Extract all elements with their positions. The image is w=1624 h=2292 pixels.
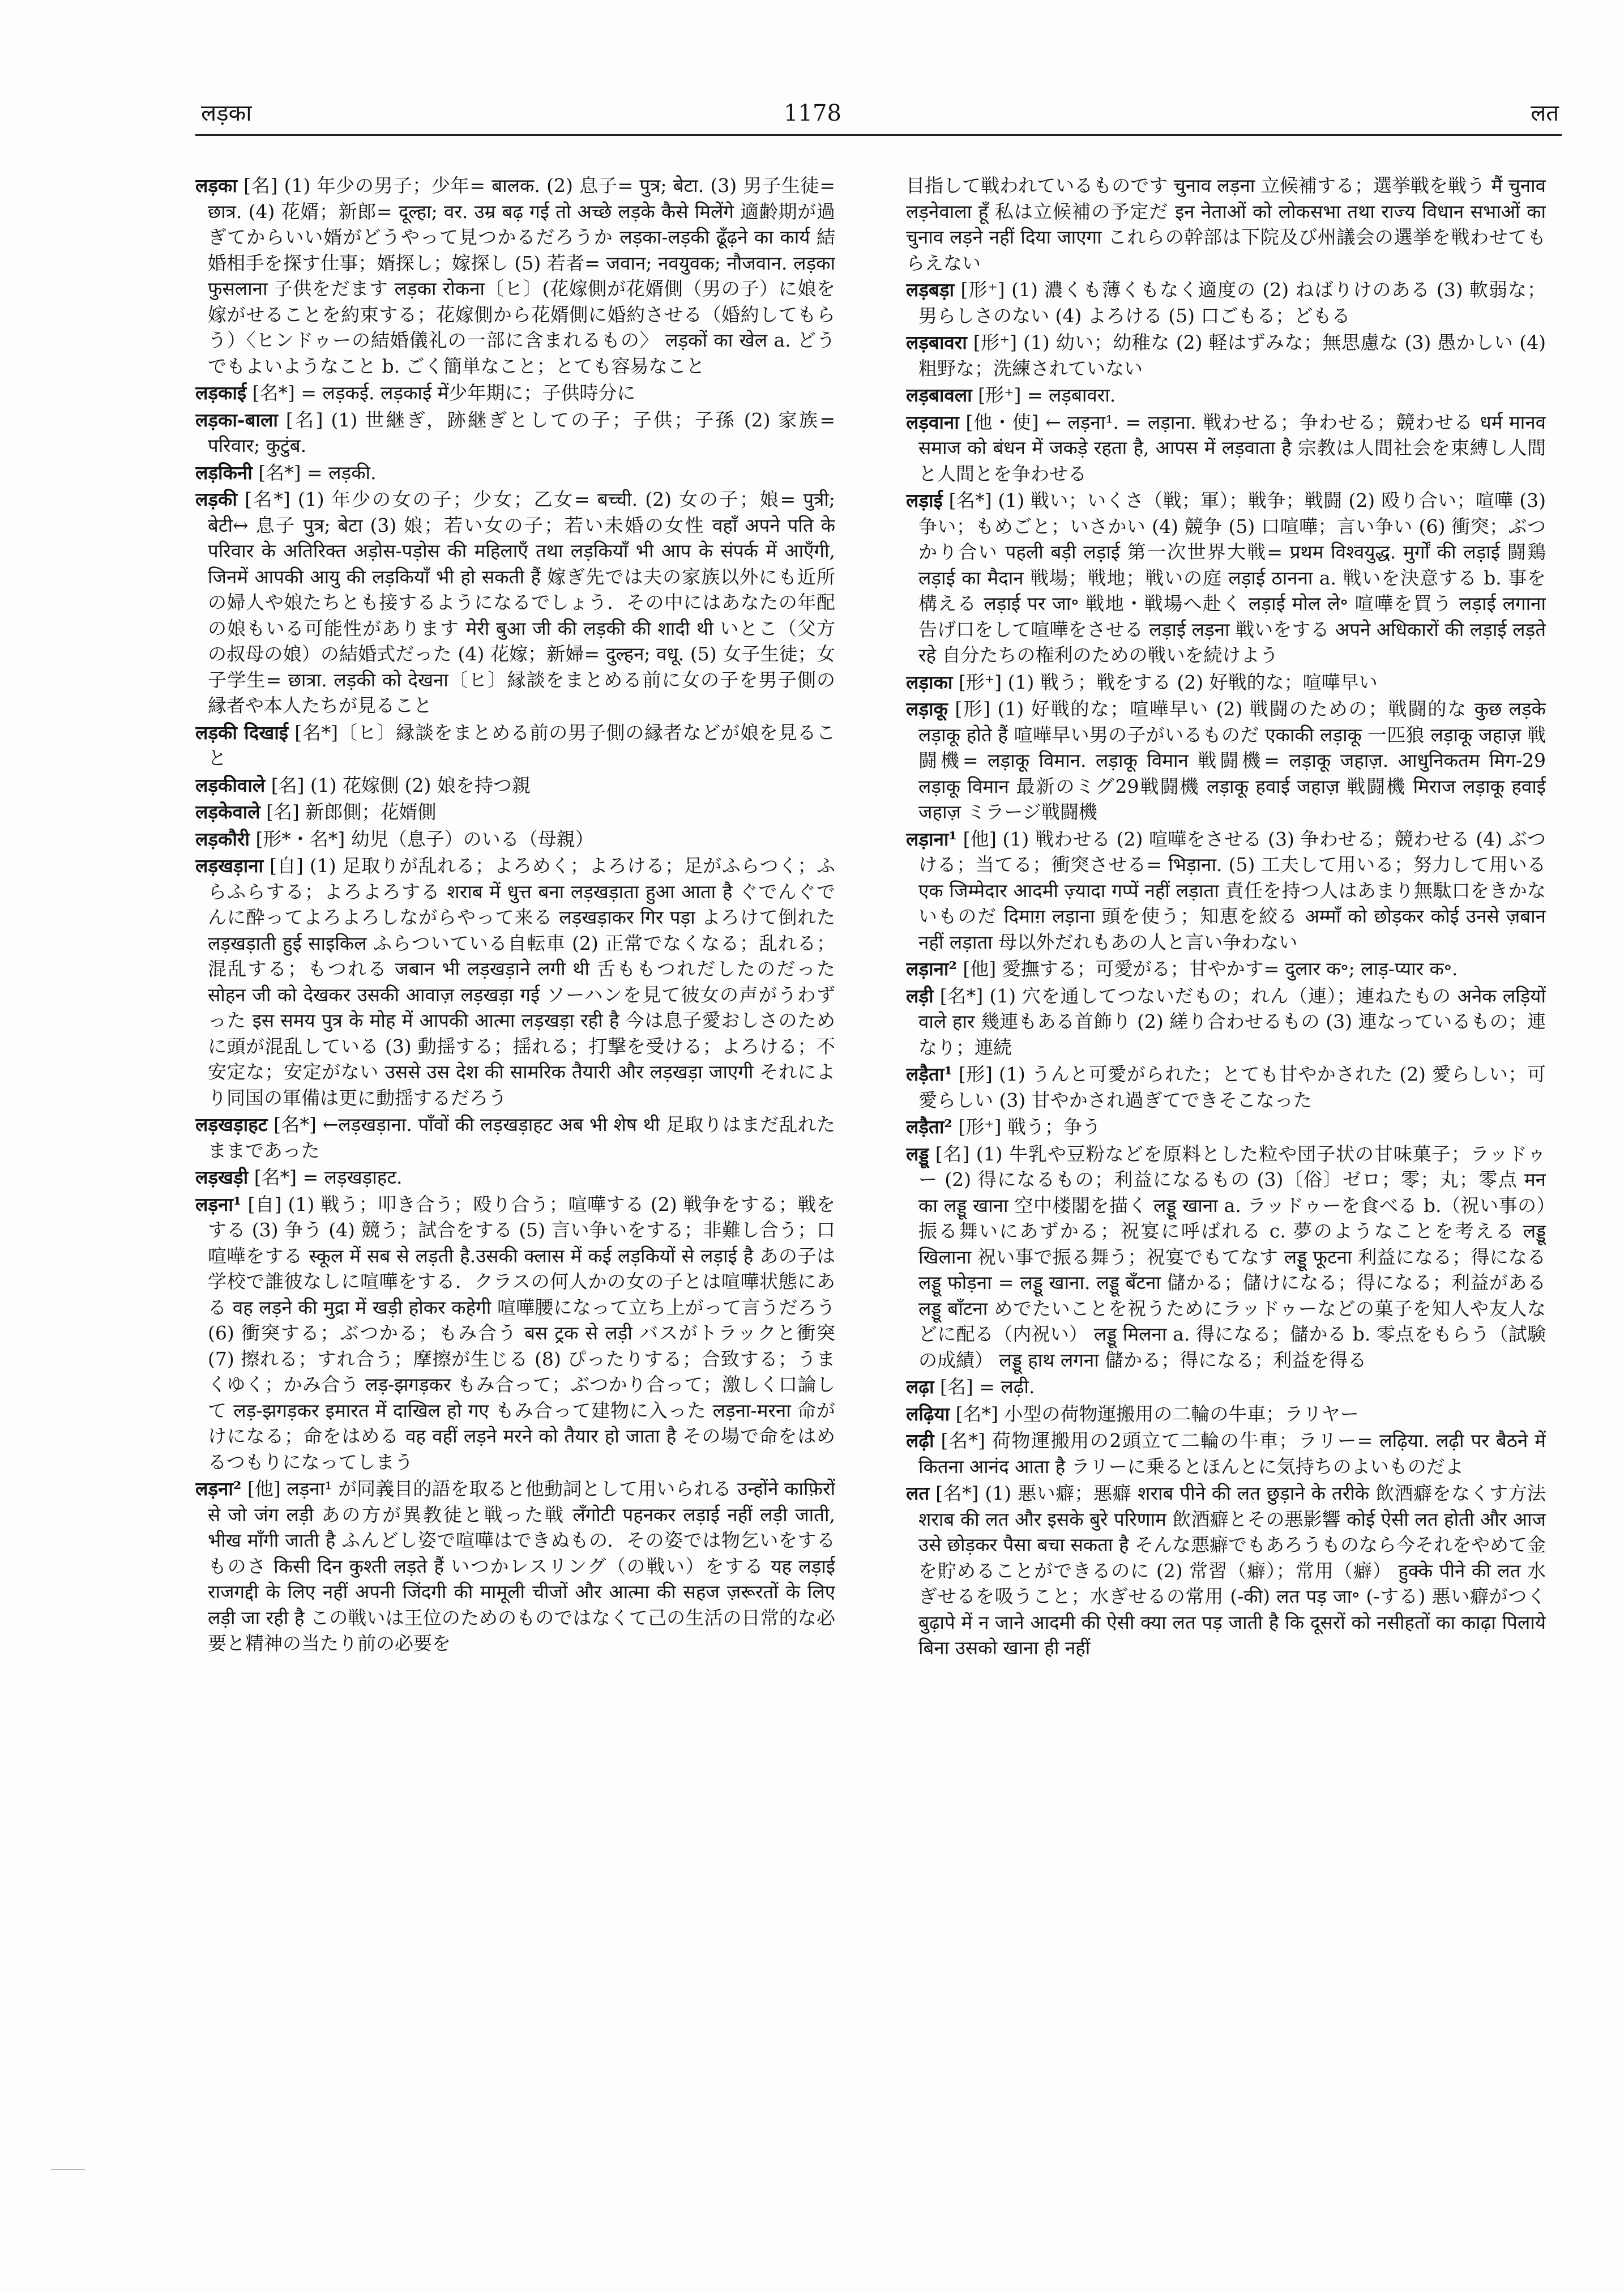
headword: लढ़ा bbox=[906, 1376, 934, 1398]
entry-definition: [形*・名*] 幼児（息子）のいる（母親） bbox=[249, 827, 594, 850]
dictionary-entry bbox=[906, 330, 1546, 381]
entry-definition: 目指して戦われているものです चुनाव लड़ना 立候補する；選挙戦を戦う मैं चुनाव लड़नेवाला हूँ 私は立候補の予定だ इन नेताओं को लोकसभा तथा राज्य विधान सभाओं का चुनाव लड़ने नहीं दिया जाएगा これらの幹部は下院及び州議会の選挙を戦わせてもらえない bbox=[906, 174, 1546, 274]
headword: लड़की दिखाई bbox=[195, 721, 288, 744]
entry-definition: [名] = लढ़ी. bbox=[934, 1376, 1035, 1398]
right-guide-word: लत bbox=[1531, 100, 1559, 126]
header-rule bbox=[195, 134, 1562, 136]
dictionary-entry bbox=[906, 1114, 1546, 1140]
dictionary-entry bbox=[906, 983, 1546, 1061]
headword: लड़वाना bbox=[906, 411, 959, 433]
headword: लड्डू bbox=[906, 1142, 929, 1165]
entry-definition: [名*]〔ヒ〕縁談をまとめる前の男子側の縁者などが娘を見ること bbox=[208, 721, 835, 769]
headword: लड़ना¹ bbox=[195, 1193, 242, 1215]
headword: लत bbox=[906, 1482, 930, 1504]
dictionary-entry bbox=[906, 1141, 1546, 1373]
entry-definition: [自] (1) 足取りが乱れる；よろめく；よろける；足がふらつく；ふらふらする；よろよろする शराब में धुत्त बना लड़खड़ाता हुआ आता है ぐでんぐでんに酔ってよろよろしながらやって来る लड़खड़ाकर गिर पड़ा よろけて倒れた लड़खड़ाती हुई साइकिल ふらついている自転車 (2) 正常でなくなる；乱れる；混乱する；もつれる जबान भी लड़खड़ाने लगी थी 舌ももつれだしたのだった सोहन जी को देखकर उसकी आवाज़ लड़खड़ा गई ソーハンを見て彼女の声がうわずった इस समय पुत्र के मोह में आपकी आत्मा लड़खड़ा रही है 今は息子愛おしさのために頭が混乱している (3) 動揺する；揺れる；打撃を受ける；よろける；不安定な；安定がない उससे उस देश की सामरिक तैयारी और लड़खड़ा जाएगी それにより同国の軍備は更に動揺するだろう bbox=[208, 855, 835, 1109]
dictionary-entry bbox=[195, 772, 835, 799]
entry-definition: [名*] = लड़कई. लड़काई में少年期に；子供時分に bbox=[246, 382, 636, 404]
entry-definition: [名*] 小型の荷物運搬用の二輪の牛車；ラリヤー bbox=[950, 1402, 1359, 1425]
entry-definition: [名*] (1) 年少の女の子；少女；乙女= बच्ची. (2) 女の子；娘= पुत्री; बेटी↔ 息子 पुत्र; बेटा (3) 娘；若い女の子；若い未婚の女性 वहाँ अपने पति के परिवार के अतिरिक्त अड़ोस-पड़ोस की महिलाएँ तथा लड़कियाँ भी आप के संपर्क में आएँगी, जिनमें आपकी आयु की लड़कियाँ भी हो सकती हैं 嫁ぎ先では夫の家族以外にも近所の婦人や娘たちとも接するようになるでしょう．その中にはあなたの年配の娘もいる可能性があります मेरी बुआ जी की लड़की की शादी थी いとこ（父方の叔母の娘）の結婚式だった (4) 花嫁；新婦= दुल्हन; वधू. (5) 女子生徒；女子学生= छात्रा. लड़की को देखना〔ヒ〕縁談をまとめる前に女の子を男子側の縁者や本人たちが見ること bbox=[208, 488, 835, 716]
dictionary-entry bbox=[906, 1401, 1546, 1427]
headword: लड़बावरा bbox=[906, 331, 967, 353]
headword: लड़ैता¹ bbox=[906, 1063, 952, 1085]
entry-definition: [名] (1) 世継ぎ，跡継ぎとしての子；子供；子孫 (2) 家族= परिवार; कुटुंब. bbox=[208, 408, 835, 456]
headword: लड़कीवाले bbox=[195, 774, 266, 796]
entry-definition: [他・使] ← लड़ना¹. = लड़ाना. 戦わせる；争わせる；競わせる धर्म मानव समाज को बंधन में जकड़े रहता है, आपस में लड़वाता है 宗教は人間社会を束縛し人間と人間とを争わせる bbox=[918, 411, 1546, 485]
headword: लड़ना² bbox=[195, 1478, 242, 1500]
page-number: 1178 bbox=[784, 100, 841, 126]
dictionary-entry bbox=[906, 173, 1546, 276]
headword: लड़केवाले bbox=[195, 801, 260, 823]
dictionary-entry bbox=[906, 1480, 1546, 1661]
left-column bbox=[195, 173, 835, 2268]
headword: लड़कौरी bbox=[195, 827, 250, 850]
scan-mark bbox=[51, 2169, 85, 2170]
headword: लड़खड़ी bbox=[195, 1166, 249, 1188]
dictionary-entry bbox=[195, 1192, 835, 1475]
entry-definition: [形] (1) うんと可愛がられた；とても甘やかされた (2) 愛らしい；可愛らしい (3) 甘やかされ過ぎてできそこなった bbox=[918, 1063, 1546, 1111]
entry-definition: [形⁺] = लड़बावरा. bbox=[972, 384, 1116, 406]
entry-definition: [形⁺] 戦う；争う bbox=[952, 1116, 1101, 1138]
dictionary-entry bbox=[906, 826, 1546, 955]
headword: लढ़ी bbox=[906, 1429, 934, 1452]
headword: लड़ैता² bbox=[906, 1116, 952, 1138]
dictionary-entry bbox=[906, 956, 1546, 982]
entry-definition: [形⁺] (1) 幼い；幼稚な (2) 軽はずみな；無思慮な (3) 愚かしい (4) 粗野な；洗練されていない bbox=[918, 331, 1546, 379]
entry-definition: [名*] (1) 悪い癖；悪癖 शराब पीने की लत छुड़ाने के तरीके 飲酒癖をなくす方法 शराब की लत और इसके बुरे परिणाम 飲酒癖とその悪影響 कोई ऐसी लत होती और आज उसे छोड़कर पैसा बचा सकता है そんな悪癖でもあろうものなら今それをやめて金を貯めることができるのに (2) 常習（癖）；常用（癖） हुक्के पीने की लत 水ぎせるを吸うこと；水ぎせるの常用 (-की) लत पड़ जा॰ (-する) 悪い癖がつく बुढ़ापे में न जाने आदमी की ऐसी क्या लत पड़ जाती है कि दूसरों को नसीहतों का काढ़ा पिलाये बिना उसको खाना ही नहीं bbox=[918, 1482, 1546, 1659]
entry-definition: [名*] (1) 戦い；いくさ（戦；軍）；戦争；戦闘 (2) 殴り合い；喧嘩 (3) 争い；もめごと；いさかい (4) 競争 (5) 口喧嘩；言い争い (6) 衝突；ぶつかり合い पहली बड़ी लड़ाई 第一次世界大戦= प्रथम विश्वयुद्ध. मुर्गों की लड़ाई 闘鶏 लड़ाई का मैदान 戦場；戦地；戦いの庭 लड़ाई ठानना a. 戦いを決意する b. 事を構える लड़ाई पर जा॰ 戦地・戦場へ赴く लड़ाई मोल ले॰ 喧嘩を買う लड़ाई लगाना 告げ口をして喧嘩をさせる लड़ाई लड़ना 戦いをする अपने अधिकारों की लड़ाई लड़ते रहे 自分たちの権利のための戦いを続けよう bbox=[918, 489, 1546, 666]
dictionary-entry bbox=[906, 696, 1546, 825]
entry-definition: [名*] ←लड़खड़ाना. पाँवों की लड़खड़ाहट अब भी शेष थी 足取りはまだ乱れたままであった bbox=[208, 1113, 835, 1162]
dictionary-entry bbox=[906, 277, 1546, 328]
headword: लड़काई bbox=[195, 382, 247, 404]
headword: लड़का-बाला bbox=[195, 408, 278, 431]
dictionary-entry bbox=[195, 407, 835, 459]
dictionary-entry bbox=[195, 173, 835, 379]
dictionary-entry bbox=[195, 853, 835, 1111]
dictionary-entry bbox=[195, 380, 835, 406]
entry-definition: [形⁺] (1) 戦う；戦をする (2) 好戦的な；喧嘩早い bbox=[952, 671, 1378, 693]
dictionary-entry bbox=[906, 669, 1546, 695]
headword: लड़ी bbox=[906, 984, 934, 1007]
entry-definition: [名] 新郎側；花婿側 bbox=[260, 801, 437, 823]
headword: लड़ाना¹ bbox=[906, 827, 957, 850]
entry-definition: [名*] (1) 穴を通してつないだもの；れん（連）；連ねたもの अनेक लड़ियों वाले हार 幾連もある首飾り (2) 縒り合わせるもの (3) 連なっているもの；連なり；連続 bbox=[918, 984, 1546, 1058]
headword: लड़ाई bbox=[906, 489, 943, 511]
headword: लड़ाना² bbox=[906, 958, 957, 980]
dictionary-entry bbox=[906, 382, 1546, 408]
entry-definition: [名*] 荷物運搬用の2頭立て二輪の牛車；ラリー= लढ़िया. लढ़ी पर बैठने में कितना आनंद आता है ラリーに乗るとほんとに気持ちのよいものだよ bbox=[918, 1429, 1546, 1478]
entry-definition: [形] (1) 好戦的な；喧嘩早い (2) 戦闘のための；戦闘的な कुछ लड़के लड़ाकू होते हैं 喧嘩早い男の子がいるものだ एकाकी लड़ाकू 一匹狼 लड़ाकू जहाज़ 戦闘機= लड़ाकू विमान. लड़ाकू विमान 戦闘機= लड़ाकू जहाज़. आधुनिकतम मिग-29 लड़ाकू विमान 最新のミグ29戦闘機 लड़ाकू हवाई जहाज़ 戦闘機 मिराज लड़ाकू हवाई जहाज़ ミラージ戦闘機 bbox=[918, 698, 1546, 823]
headword: लड़का bbox=[195, 174, 237, 197]
dictionary-entry bbox=[195, 486, 835, 719]
headword: लड़बावला bbox=[906, 384, 972, 406]
entry-definition: [形⁺] (1) 濃くも薄くもなく適度の (2) ねばりけのある (3) 軟弱な；男らしさのない (4) よろける (5) 口ごもる；どもる bbox=[918, 279, 1546, 327]
headword: लड़बड़ा bbox=[906, 279, 955, 301]
headword: लड़खड़ाहट bbox=[195, 1113, 268, 1136]
dictionary-entry bbox=[195, 1164, 835, 1190]
headword: लड़खड़ाना bbox=[195, 855, 264, 877]
dictionary-entry bbox=[195, 1112, 835, 1163]
headword: लड़किनी bbox=[195, 461, 253, 484]
dictionary-entry bbox=[906, 1061, 1546, 1113]
headword: लड़की bbox=[195, 488, 237, 510]
dictionary-entry bbox=[906, 1374, 1546, 1400]
dictionary-entry bbox=[195, 799, 835, 825]
entry-definition: [名] (1) 花嫁側 (2) 娘を持つ親 bbox=[265, 774, 531, 796]
dictionary-entry bbox=[195, 826, 835, 852]
dictionary-entry bbox=[195, 460, 835, 486]
entry-definition: [自] (1) 戦う；叩き合う；殴り合う；喧嘩する (2) 戦争をする；戦をする (3) 争う (4) 競う；試合をする (5) 言い争いをする；非難し合う；口喧嘩をする स्कूल में सब से लड़ती है.उसकी क्लास में कई लड़कियों से लड़ाई है あの子は学校で誰彼なしに喧嘩をする．クラスの何人かの女の子とは喧嘩状態にある वह लड़ने की मुद्रा में खड़ी होकर कहेगी 喧嘩腰になって立ち上がって言うだろう (6) 衝突する；ぶつかる；もみ合う बस ट्रक से लड़ी バスがトラックと衝突 (7) 擦れる；すれ合う；摩擦が生じる (8) ぴったりする；合致する；うまくゆく；かみ合う लड़-झगड़कर もみ合って；ぶつかり合って；激しく口論して लड़-झगड़कर इमारत में दाखिल हो गए もみ合って建物に入った लड़ना-मरना 命がけになる；命をはめる वह वहीं लड़ने मरने को तैयार हो जाता है その場で命をはめるつもりになってしまう bbox=[208, 1193, 835, 1473]
left-guide-word: लड़का bbox=[201, 100, 252, 126]
right-column bbox=[906, 173, 1546, 2263]
dictionary-entry bbox=[195, 720, 835, 771]
entry-definition: [名] (1) 年少の男子；少年= बालक. (2) 息子= पुत्र; बेटा. (3) 男子生徒= छात्र. (4) 花婿；新郎= दूल्हा; वर. उम्र बढ़ गई तो अच्छे लड़के कैसे मिलेंगे 適齢期が過ぎてからいい婿がどうやって見つかるだろうか लड़का-लड़की ढूँढ़ने का कार्य 結婚相手を探す仕事；婿探し；嫁探し (5) 若者= जवान; नवयुवक; नौजवान. लड़का फुसलाना 子供をだます लड़का रोकना〔ヒ〕(花嫁側が花婿側（男の子）に娘を嫁がせることを約束する；花嫁側から花婿側に婚約させる（婚約してもらう）〈ヒンドゥーの結婚儀礼の一部に含まれるもの〉 लड़कों का खेल a. どうでもよいようなこと b. ごく簡単なこと；とても容易なこと bbox=[208, 174, 835, 377]
dictionary-entry bbox=[195, 1476, 835, 1657]
headword: लढ़िया bbox=[906, 1402, 950, 1425]
entry-definition: [他] (1) 戦わせる (2) 喧嘩をさせる (3) 争わせる；競わせる (4) ぶつける；当てる；衝突させる= भिड़ाना. (5) 工夫して用いる；努力して用いる एक जिम्मेदार आदमी ज़्यादा गप्पें नहीं लड़ाता 責任を持つ人はあまり無駄口をきかないものだ दिमाग़ लड़ाना 頭を使う；知恵を絞る अम्माँ को छोड़कर कोई उनसे ज़बान नहीं लड़ाता 母以外だれもあの人と言い争わない bbox=[918, 827, 1546, 953]
headword: लड़ाकू bbox=[906, 698, 948, 720]
entry-definition: [名*] = लड़खड़ाहट. bbox=[248, 1166, 403, 1188]
dictionary-entry bbox=[906, 409, 1546, 487]
entry-definition: [他] 愛撫する；可愛がる；甘やかす= दुलार क॰; लाड़-प्यार क॰. bbox=[956, 958, 1458, 980]
headword: लड़ाका bbox=[906, 671, 953, 693]
entry-definition: [名] (1) 牛乳や豆粉などを原料とした粒や団子状の甘味菓子；ラッドゥー (2) 得になるもの；利益になるもの (3)〔俗〕ゼロ；零；丸；零点 मन का लड्डू खाना 空中楼閣を描く लड्डू खाना a. ラッドゥーを食べる b.（祝い事の）振る舞いにあずかる；祝宴に呼ばれる c. 夢のようなことを考える लड्डू खिलाना 祝い事で振る舞う；祝宴でもてなす लड्डू फूटना 利益になる；得になる लड्डू फोड़ना = लड्डू खाना. लड्डू बँटना 儲かる；儲けになる；得になる；利益がある लड्डू बाँटना めでたいことを祝うためにラッドゥーなどの菓子を知人や友人などに配る（内祝い） लड्डू मिलना a. 得になる；儲かる b. 零点をもらう（試験の成績） लड्डू हाथ लगना 儲かる；得になる；利益を得る bbox=[918, 1142, 1546, 1371]
dictionary-entry bbox=[906, 1428, 1546, 1479]
entry-definition: [名*] = लड़की. bbox=[252, 461, 377, 484]
entry-definition: [他] लड़ना¹ が同義目的語を取ると他動詞として用いられる उन्होंने काफ़िरों से जो जंग लड़ी あの方が異教徒と戦った戦 लँगोटी पहनकर लड़ाई नहीं लड़ी जाती, भीख माँगी जाती है ふんどし姿で喧嘩はできぬもの．その姿では物乞いをするものさ किसी दिन कुश्ती लड़ते हैं いつかレスリング（の戦い）をする यह लड़ाई राजगद्दी के लिए नहीं अपनी जिंदगी की मामूली चीजों और आत्मा की सहज ज़रूरतों के लिए लड़ी जा रही है この戦いは王位のためのものではなくて己の生活の日常的な必要と精神の当たり前の必要を bbox=[208, 1478, 835, 1654]
dictionary-entry bbox=[906, 488, 1546, 668]
